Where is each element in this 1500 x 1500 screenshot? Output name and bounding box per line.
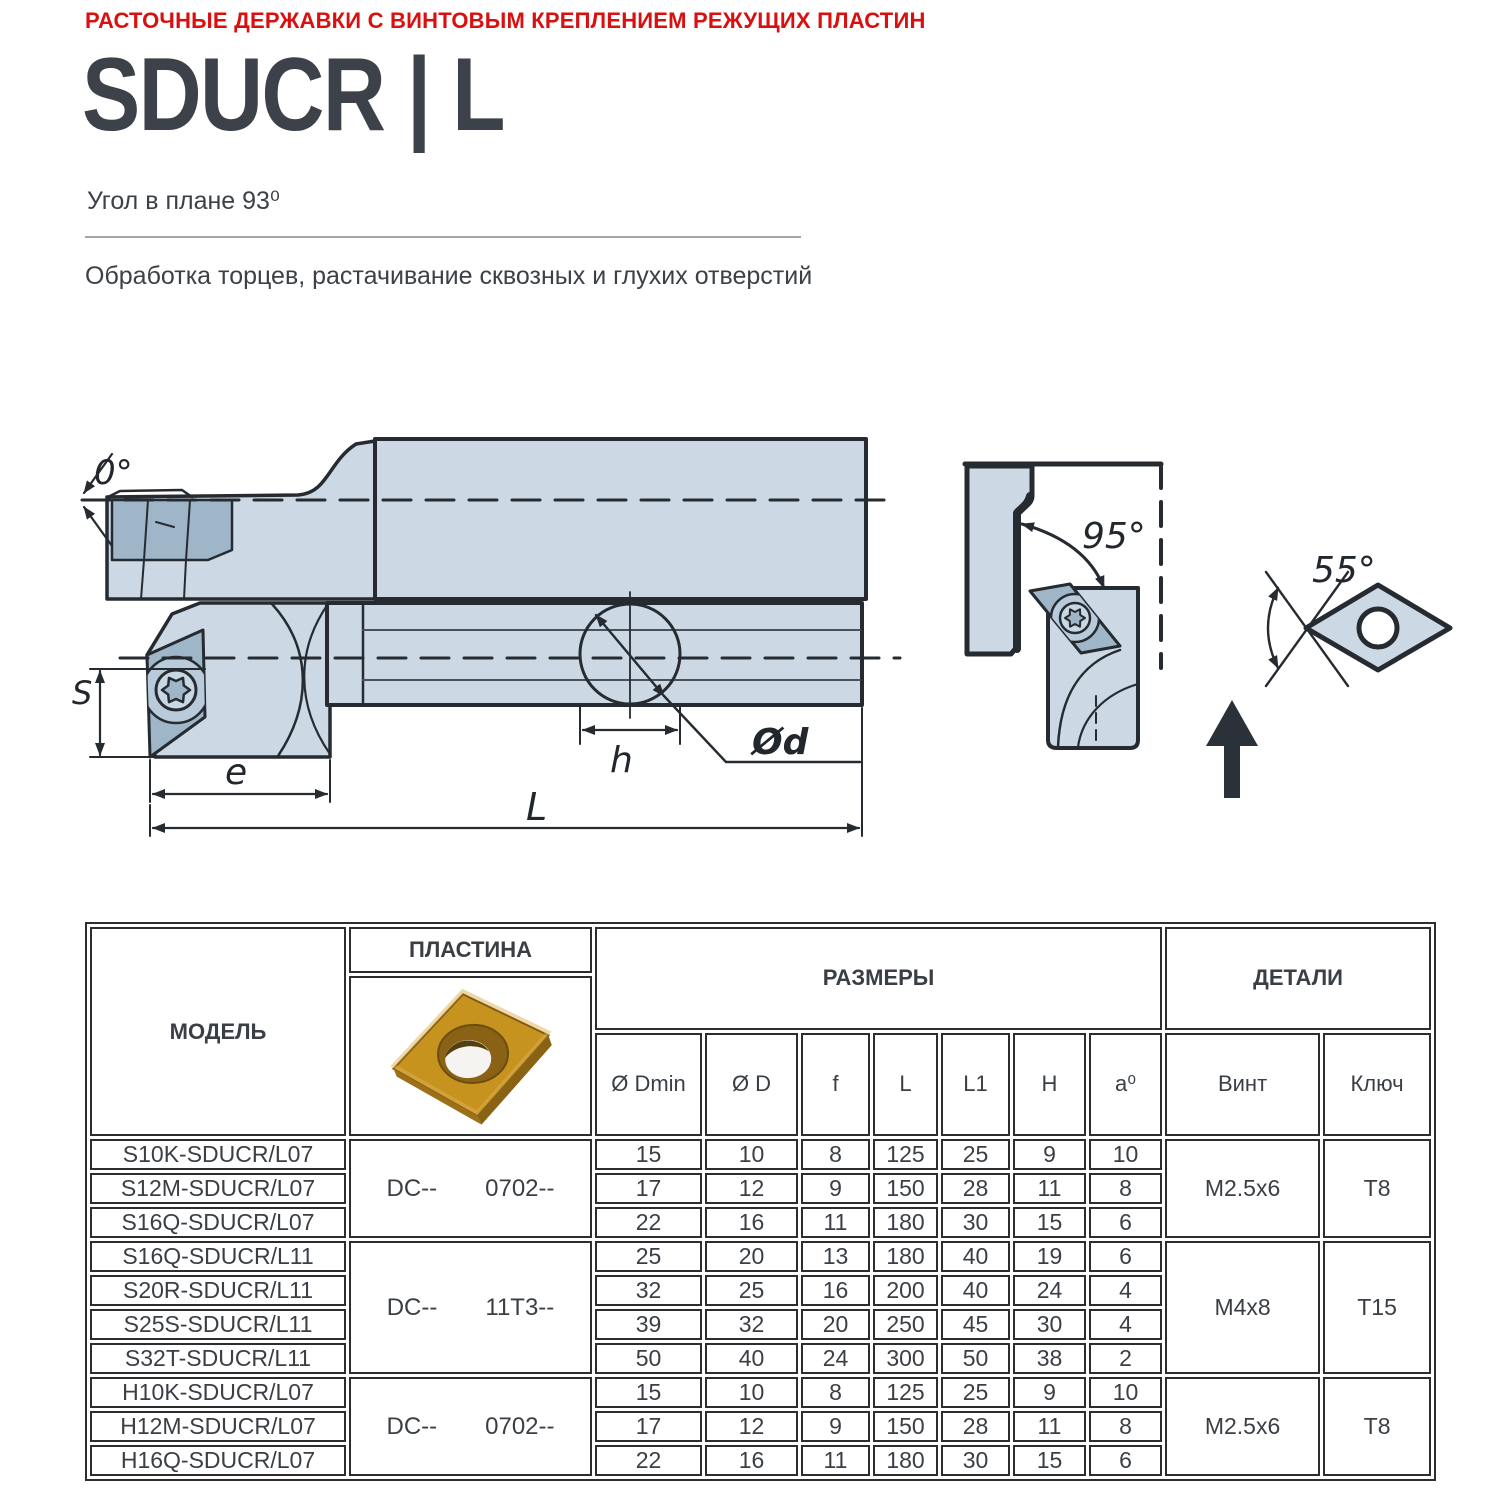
dim-cell: 17	[595, 1173, 702, 1204]
model-cell: H16Q-SDUCR/L07	[90, 1445, 346, 1476]
insert-code-suffix: 0702--	[485, 1174, 555, 1202]
dim-cell: 16	[705, 1445, 798, 1476]
key-cell: T8	[1323, 1139, 1431, 1238]
dim-cell: 12	[705, 1411, 798, 1442]
col-header-l1: L1	[941, 1033, 1010, 1136]
dim-cell: 25	[705, 1275, 798, 1306]
model-cell: S25S-SDUCR/L11	[90, 1309, 346, 1340]
dim-cell: 30	[1013, 1309, 1086, 1340]
table-row	[90, 1139, 1431, 1170]
side-view	[965, 464, 1161, 748]
dim-cell: 11	[1013, 1173, 1086, 1204]
dim-cell: 4	[1089, 1275, 1162, 1306]
dim-cell: 250	[873, 1309, 938, 1340]
dim-cell: 180	[873, 1445, 938, 1476]
dim-cell: 24	[1013, 1275, 1086, 1306]
technical-drawing	[60, 400, 1500, 920]
col-header-model: МОДЕЛЬ	[90, 927, 346, 1136]
category-heading: РАСТОЧНЫЕ ДЕРЖАВКИ С ВИНТОВЫМ КРЕПЛЕНИЕМ РЕЖУЩИХ ПЛАСТИН	[85, 8, 926, 33]
dim-cell: 10	[705, 1377, 798, 1408]
spec-table-body	[90, 1139, 1431, 1476]
dim-cell: 38	[1013, 1343, 1086, 1374]
dim-cell: 12	[705, 1173, 798, 1204]
col-header-dimensions: РАЗМЕРЫ	[595, 927, 1162, 1030]
insert-code-prefix: DC--	[386, 1412, 438, 1440]
dim-cell: 20	[705, 1241, 798, 1272]
dim-cell: 10	[705, 1139, 798, 1170]
insert-code-prefix: DC--	[386, 1293, 438, 1321]
label-55deg: 55°	[1312, 550, 1376, 591]
dim-cell: 50	[941, 1343, 1010, 1374]
dim-cell: 8	[801, 1377, 870, 1408]
col-header-f: f	[801, 1033, 870, 1136]
model-cell: S12M-SDUCR/L07	[90, 1173, 346, 1204]
col-header-dmin: Ø Dmin	[595, 1033, 702, 1136]
dim-cell: 9	[1013, 1377, 1086, 1408]
dim-cell: 40	[941, 1275, 1010, 1306]
feed-arrow-icon	[1206, 700, 1258, 798]
insert-code-cell	[349, 1139, 592, 1238]
dim-cell: 8	[1089, 1173, 1162, 1204]
dim-cell: 180	[873, 1207, 938, 1238]
dim-cell: 40	[705, 1343, 798, 1374]
dim-cell: 180	[873, 1241, 938, 1272]
dim-cell: 11	[801, 1207, 870, 1238]
label-95deg: 95°	[1082, 516, 1146, 557]
dim-cell: 24	[801, 1343, 870, 1374]
model-cell: S32T-SDUCR/L11	[90, 1343, 346, 1374]
col-header-a: a⁰	[1089, 1033, 1162, 1136]
label-e: e	[225, 752, 248, 793]
col-header-key: Ключ	[1323, 1033, 1431, 1136]
model-cell: S20R-SDUCR/L11	[90, 1275, 346, 1306]
label-h: h	[610, 740, 633, 781]
dim-cell: 25	[941, 1377, 1010, 1408]
dim-cell: 9	[801, 1411, 870, 1442]
model-cell: S10K-SDUCR/L07	[90, 1139, 346, 1170]
label-S: S	[72, 674, 93, 712]
divider-line	[85, 236, 801, 238]
table-row	[90, 1377, 1431, 1408]
dim-cell: 300	[873, 1343, 938, 1374]
dim-cell: 28	[941, 1173, 1010, 1204]
dim-cell: 9	[801, 1173, 870, 1204]
label-Od: Ød	[752, 722, 809, 763]
dim-cell: 11	[801, 1445, 870, 1476]
insert-photo	[363, 978, 579, 1128]
dim-cell: 45	[941, 1309, 1010, 1340]
dim-cell: 50	[595, 1343, 702, 1374]
dim-cell: 32	[595, 1275, 702, 1306]
lead-angle-text: Угол в плане 93⁰	[87, 187, 280, 215]
top-view	[82, 439, 898, 599]
dim-cell: 13	[801, 1241, 870, 1272]
col-header-d: Ø D	[705, 1033, 798, 1136]
dim-cell: 10	[1089, 1377, 1162, 1408]
dim-cell: 15	[1013, 1207, 1086, 1238]
dim-cell: 15	[595, 1139, 702, 1170]
dim-cell: 20	[801, 1309, 870, 1340]
model-cell: H10K-SDUCR/L07	[90, 1377, 346, 1408]
insert-code-suffix: 11T3--	[485, 1293, 555, 1321]
dim-cell: 200	[873, 1275, 938, 1306]
model-cell: H12M-SDUCR/L07	[90, 1411, 346, 1442]
dim-cell: 22	[595, 1445, 702, 1476]
col-header-insert: ПЛАСТИНА	[349, 927, 592, 973]
dim-cell: 6	[1089, 1241, 1162, 1272]
dim-cell: 22	[595, 1207, 702, 1238]
dim-cell: 8	[1089, 1411, 1162, 1442]
boring-bar-drawing	[60, 400, 1500, 920]
screw-cell: M2.5x6	[1165, 1139, 1320, 1238]
dim-cell: 11	[1013, 1411, 1086, 1442]
dim-cell: 19	[1013, 1241, 1086, 1272]
key-cell: T15	[1323, 1241, 1431, 1374]
insert-code-suffix: 0702--	[485, 1412, 555, 1440]
spec-table	[85, 922, 1436, 1481]
dim-cell: 15	[595, 1377, 702, 1408]
dim-cell: 40	[941, 1241, 1010, 1272]
dim-cell: 8	[801, 1139, 870, 1170]
dim-cell: 30	[941, 1207, 1010, 1238]
dim-cell: 6	[1089, 1207, 1162, 1238]
key-cell: T8	[1323, 1377, 1431, 1476]
col-header-screw: Винт	[1165, 1033, 1320, 1136]
dim-cell: 28	[941, 1411, 1010, 1442]
insert-hole	[1359, 609, 1397, 647]
insert-code-cell	[349, 1241, 592, 1374]
dim-cell: 150	[873, 1411, 938, 1442]
front-view	[90, 592, 900, 836]
dim-cell: 2	[1089, 1343, 1162, 1374]
dim-cell: 4	[1089, 1309, 1162, 1340]
dim-cell: 15	[1013, 1445, 1086, 1476]
dim-cell: 17	[595, 1411, 702, 1442]
dim-cell: 32	[705, 1309, 798, 1340]
insert-photo-cell	[349, 976, 592, 1136]
dim-cell: 150	[873, 1173, 938, 1204]
dim-cell: 25	[595, 1241, 702, 1272]
col-header-details: ДЕТАЛИ	[1165, 927, 1431, 1030]
screw-cell: M2.5x6	[1165, 1377, 1320, 1476]
dim-cell: 6	[1089, 1445, 1162, 1476]
model-cell: S16Q-SDUCR/L07	[90, 1207, 346, 1238]
label-0deg: 0°	[94, 453, 133, 493]
dim-cell: 125	[873, 1139, 938, 1170]
dim-cell: 16	[801, 1275, 870, 1306]
dim-cell: 9	[1013, 1139, 1086, 1170]
dim-cell: 25	[941, 1139, 1010, 1170]
dim-cell: 10	[1089, 1139, 1162, 1170]
col-header-h: H	[1013, 1033, 1086, 1136]
page-title: SDUCR | L	[82, 37, 504, 153]
dim-cell: 39	[595, 1309, 702, 1340]
insert-code-cell	[349, 1377, 592, 1476]
label-L: L	[526, 785, 548, 829]
dim-cell: 125	[873, 1377, 938, 1408]
table-row	[90, 1241, 1431, 1272]
insert-pocket	[112, 500, 232, 560]
application-text: Обработка торцев, растачивание сквозных и глухих отверстий	[85, 262, 813, 290]
screw-cell: M4x8	[1165, 1241, 1320, 1374]
model-cell: S16Q-SDUCR/L11	[90, 1241, 346, 1272]
insert-code-prefix: DC--	[386, 1174, 438, 1202]
dim-cell: 30	[941, 1445, 1010, 1476]
col-header-l: L	[873, 1033, 938, 1136]
dim-cell: 16	[705, 1207, 798, 1238]
